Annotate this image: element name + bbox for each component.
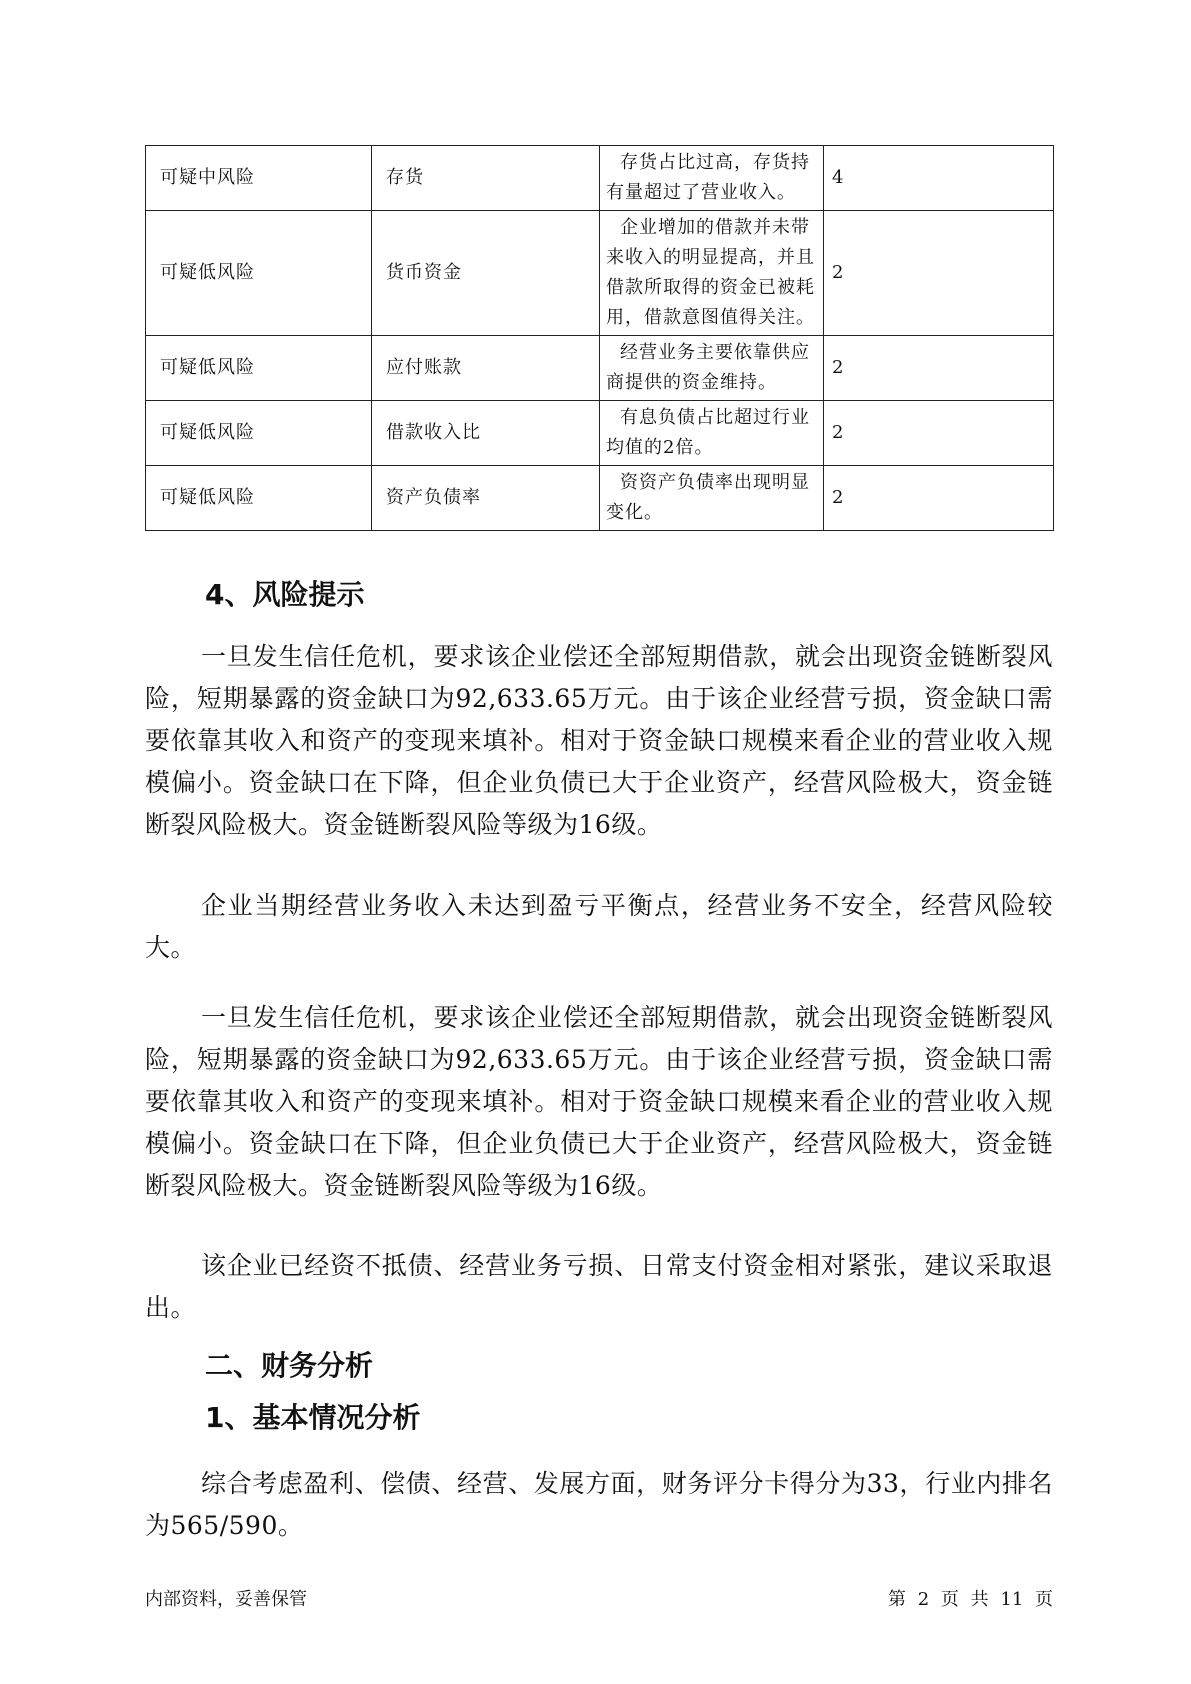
table-row (146, 146, 1054, 211)
paragraph: 一旦发生信任危机，要求该企业偿还全部短期借款，就会出现资金链断裂风险，短期暴露的资金缺口为92,633.65万元。由于该企业经营亏损，资金缺口需要依靠其收入和资产的变现来填补。相对于资金缺口规模来看企业的营业收入规模偏小。资金缺口在下降，但企业负债已大于企业资产，经营风险极大，资金链断裂风险极大。资金链断裂风险等级为16级。 (145, 1003, 1053, 1200)
footer-confidential-note: 内部资料，妥善保管 (145, 1589, 307, 1610)
section-heading-financial-analysis: 二、财务分析 (205, 1349, 374, 1382)
paragraph: 一旦发生信任危机，要求该企业偿还全部短期借款，就会出现资金链断裂风险，短期暴露的资金缺口为92,633.65万元。由于该企业经营亏损，资金缺口需要依靠其收入和资产的变现来填补。相对于资金缺口规模来看企业的营业收入规模偏小。资金缺口在下降，但企业负债已大于企业资产，经营风险极大，资金链断裂风险极大。资金链断裂风险等级为16级。 (145, 642, 1053, 839)
risk-description-cell: 经营业务主要依靠供应商提供的资金维持。 (600, 336, 824, 401)
risk-level-cell: 可疑低风险 (146, 336, 372, 401)
risk-score-cell: 2 (824, 401, 1054, 466)
risk-level-cell: 可疑低风险 (146, 401, 372, 466)
risk-description-cell: 企业增加的借款并未带来收入的明显提高，并且借款所取得的资金已被耗用，借款意图值得关注。 (600, 211, 824, 336)
risk-table (145, 145, 1054, 531)
risk-score-cell: 2 (824, 466, 1054, 531)
risk-item-cell: 资产负债率 (372, 466, 600, 531)
risk-score-cell: 4 (824, 146, 1054, 211)
paragraph: 综合考虑盈利、偿债、经营、发展方面，财务评分卡得分为33，行业内排名为565/590。 (145, 1469, 1053, 1540)
risk-description-cell: 存货占比过高，存货持有量超过了营业收入。 (600, 146, 824, 211)
table-row (146, 336, 1054, 401)
risk-item-cell: 应付账款 (372, 336, 600, 401)
table-row (146, 466, 1054, 531)
footer-page-number: 第 2 页 共 11 页 (888, 1589, 1053, 1610)
sub-heading-basic-analysis: 1、基本情况分析 (205, 1401, 421, 1434)
risk-description-cell: 有息负债占比超过行业均值的2倍。 (600, 401, 824, 466)
risk-score-cell: 2 (824, 336, 1054, 401)
risk-level-cell: 可疑低风险 (146, 466, 372, 531)
risk-item-cell: 存货 (372, 146, 600, 211)
table-row (146, 211, 1054, 336)
paragraph: 企业当期经营业务收入未达到盈亏平衡点，经营业务不安全，经营风险较大。 (145, 891, 1053, 962)
risk-description-cell: 资资产负债率出现明显变化。 (600, 466, 824, 531)
risk-item-cell: 借款收入比 (372, 401, 600, 466)
paragraph: 该企业已经资不抵债、经营业务亏损、日常支付资金相对紧张，建议采取退出。 (145, 1251, 1053, 1322)
risk-level-cell: 可疑低风险 (146, 211, 372, 336)
risk-item-cell: 货币资金 (372, 211, 600, 336)
risk-level-cell: 可疑中风险 (146, 146, 372, 211)
section-heading-risk-alert: 4、风险提示 (205, 578, 365, 611)
risk-score-cell: 2 (824, 211, 1054, 336)
table-row (146, 401, 1054, 466)
